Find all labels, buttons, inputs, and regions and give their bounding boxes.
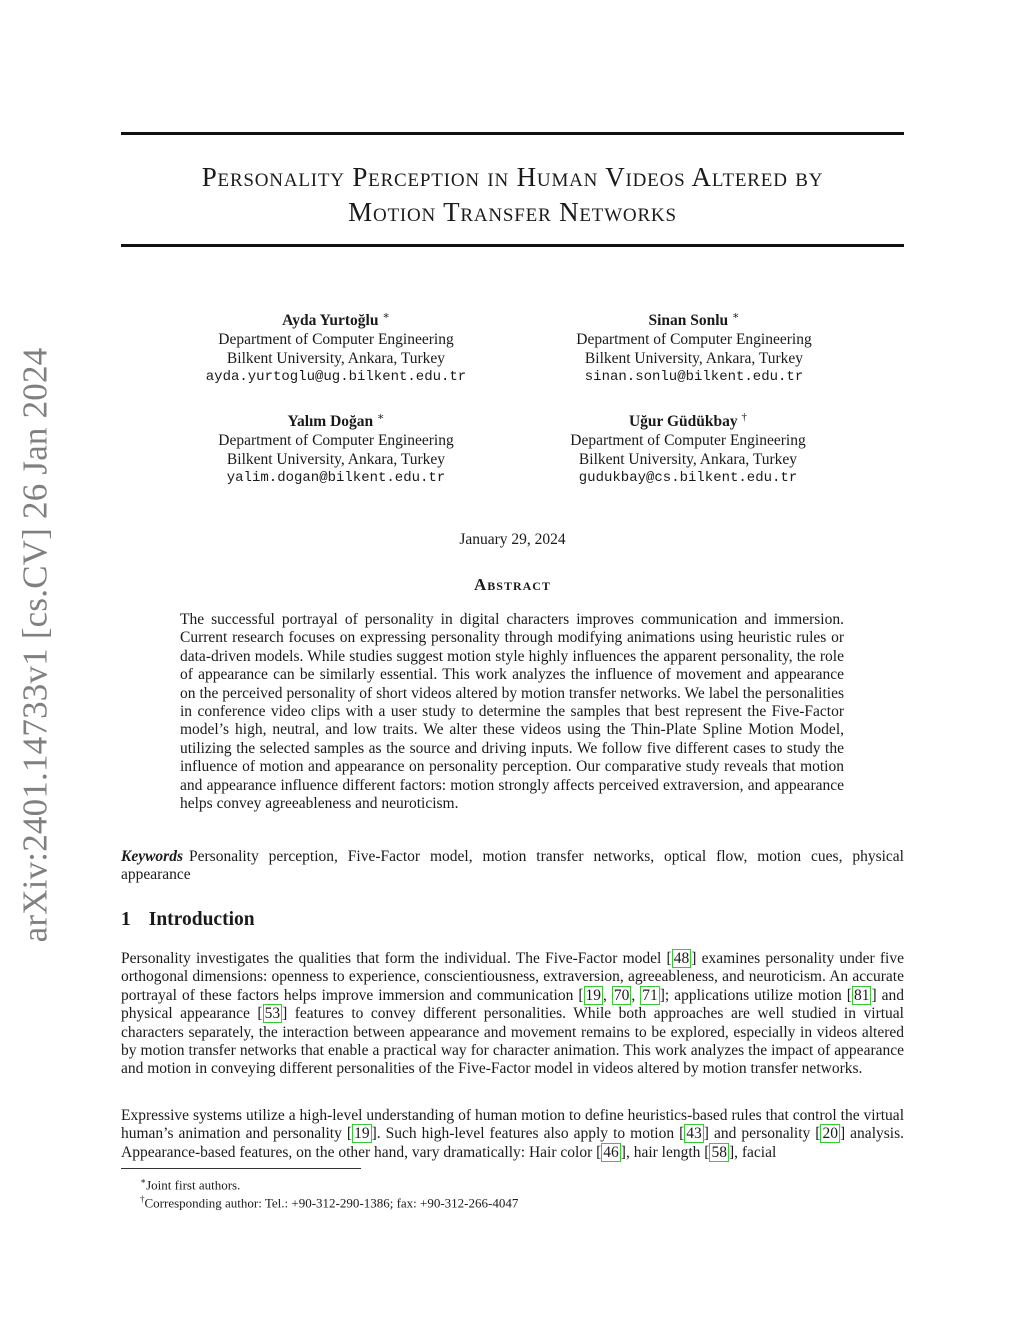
author-block (523, 408, 853, 488)
paper-title (121, 160, 904, 230)
citation-link[interactable]: 53 (264, 1005, 281, 1023)
footnote: †Corresponding author: Tel.: +90-312-290-1386; fax: +90-312-266-4047 (140, 1194, 519, 1211)
author-name: Uğur Güdükbay † (628, 411, 748, 431)
arxiv-stamp-text: arXiv:2401.14733v1 [cs.CV] 26 Jan 2024 (15, 347, 55, 943)
author-block (529, 307, 859, 387)
title-top-rule (121, 132, 904, 135)
citation-link[interactable]: 19 (354, 1125, 370, 1143)
author-affiliation: Bilkent University, Ankara, Turkey (584, 350, 804, 368)
author-email[interactable]: sinan.sonlu@bilkent.edu.tr (584, 369, 804, 386)
author-block (171, 307, 501, 387)
author-email[interactable]: ayda.yurtoglu@ug.bilkent.edu.tr (205, 369, 467, 386)
arxiv-identifier-stamp (10, 347, 60, 943)
title-bottom-rule (121, 244, 904, 247)
author-department: Department of Computer Engineering (218, 331, 454, 349)
author-department: Department of Computer Engineering (576, 331, 812, 349)
citation-link[interactable]: 58 (711, 1143, 727, 1161)
author-email[interactable]: yalim.dogan@bilkent.edu.tr (226, 470, 446, 487)
author-name: Sinan Sonlu ∗ (648, 310, 740, 330)
intro-paragraph-1: Personality investigates the qualities that form the individual. The Five-Factor model [ 48 ] examines personality under five orthogonal dimensions: openness to experience, conscientiousness, extraversion, agreeableness, and neuroticism. An accurate portrayal of these factors helps improve immersion and communication [ 19 , 70 , 71 ]; applications utilize motion [ 81 ] and physical appearance [ 53 ] features to convey different personalities. While both approaches are well studied in virtual characters separately, the interaction between appearance and movement remains to be explored, especially in videos altered by motion transfer networks that enable a practical way for character animation. This work analyzes the impact of appearance and motion in conveying different personalities of the Five-Factor model in videos altered by motion transfer networks. (121, 950, 904, 1078)
author-affiliation: Bilkent University, Ankara, Turkey (578, 451, 798, 469)
citation-link[interactable]: 48 (673, 950, 690, 967)
section-title: Introduction (148, 909, 255, 930)
paper-date: January 29, 2024 (459, 531, 566, 548)
section-number: 1 (121, 909, 131, 930)
abstract-heading: Abstract (474, 575, 551, 594)
abstract-text: The successful portrayal of personality in digital characters improves communication and immersion. Current research focuses on expressing personality through modifying animations using heuristic rules or data-driven models. While studies suggest motion style highly influences the apparent personality, the role of appearance can be similarly essential. This work analyzes the influence of movement and appearance on the perceived personality of short videos altered by motion transfer networks. We label the personalities in conference video clips with a user study to determine the samples that best represent the Five-Factor model’s high, neutral, and low traits. We alter these videos using the Thin-Plate Spline Motion Model, utilizing the selected samples as the source and driving inputs. We follow five different cases to study the influence of motion and appearance on personality perception. Our comparative study reveals that motion and appearance influence different factors: motion strongly affects perceived extraversion, and appearance helps convey agreeableness and neuroticism. (180, 611, 844, 813)
citation-link[interactable]: 81 (853, 986, 870, 1004)
author-department: Department of Computer Engineering (218, 432, 454, 450)
author-affiliation: Bilkent University, Ankara, Turkey (226, 350, 446, 368)
keywords (121, 848, 904, 885)
footnote-divider (121, 1168, 361, 1169)
citation-link[interactable]: 43 (686, 1125, 702, 1143)
author-name: Yalım Doğan ∗ (287, 411, 385, 431)
author-name: Ayda Yurtoğlu ∗ (282, 310, 390, 330)
keywords-text: Personality perception, Five-Factor model, motion transfer networks, optical flow, motion cues, physical appearance (121, 848, 904, 884)
citation-link[interactable]: 71 (642, 986, 658, 1004)
author-email[interactable]: gudukbay@cs.bilkent.edu.tr (578, 470, 798, 487)
keywords-label: Keywords (121, 848, 183, 865)
section-heading-introduction (121, 909, 255, 931)
author-block (171, 408, 501, 488)
title-line-2: Motion Transfer Networks (348, 197, 677, 227)
citation-link[interactable]: 19 (585, 986, 602, 1004)
citation-link[interactable]: 20 (822, 1125, 838, 1143)
citation-link[interactable]: 70 (613, 986, 630, 1004)
title-line-1: Personality Perception in Human Videos Altered by (201, 162, 824, 192)
citation-link[interactable]: 46 (603, 1143, 619, 1161)
author-affiliation: Bilkent University, Ankara, Turkey (226, 451, 446, 469)
footnote: ∗Joint first authors. (140, 1176, 241, 1193)
intro-paragraph-2: Expressive systems utilize a high-level understanding of human motion to define heuristics-based rules that control the virtual human’s animation and personality [ 19 ]. Such high-level features also apply to motion [ 43 ] and personality [ 20 ] analysis. Appearance-based features, on the other hand, vary dramatically: Hair color [ 46 ], hair length [ 58 ], facial (121, 1107, 904, 1161)
author-department: Department of Computer Engineering (570, 432, 806, 450)
